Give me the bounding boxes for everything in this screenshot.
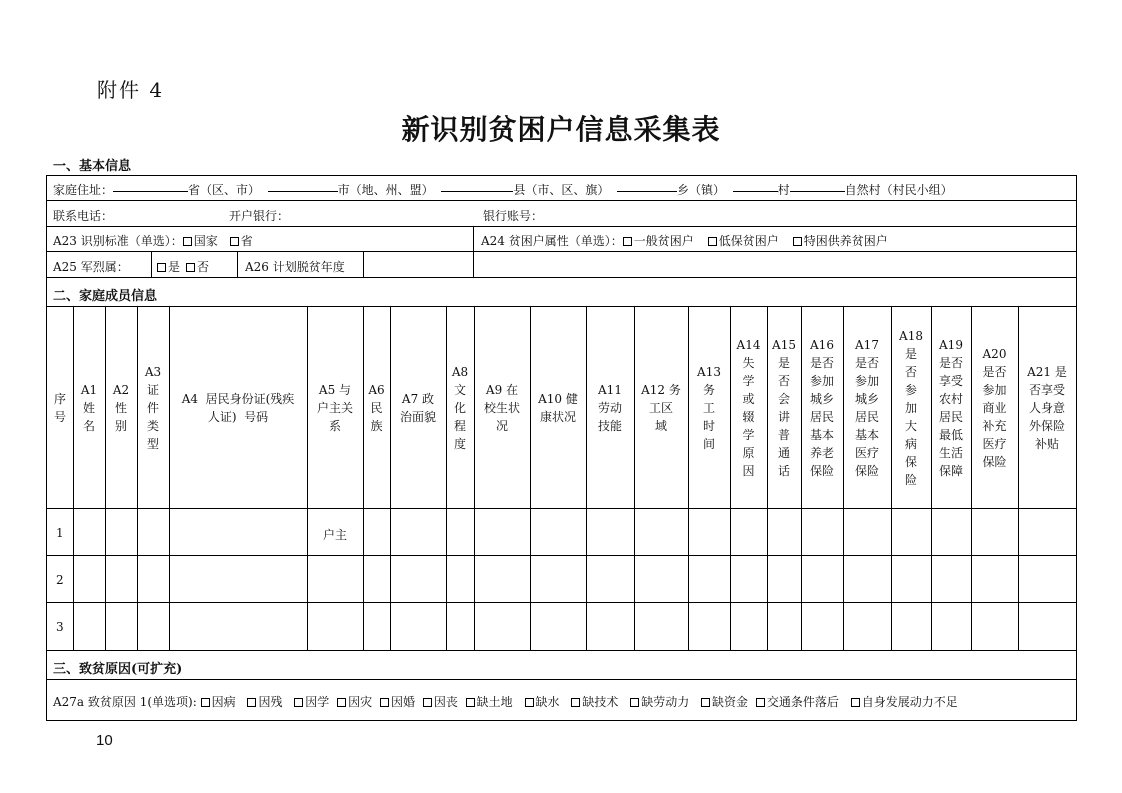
divider: [237, 252, 238, 278]
member-header-row: [47, 307, 1076, 509]
member-row: [47, 556, 1076, 603]
county-blank[interactable]: [441, 191, 513, 192]
reason-option: 因学: [305, 695, 330, 709]
divider: [363, 252, 364, 278]
section-family-members-title: 二、家庭成员信息: [53, 289, 158, 304]
a24-option: 一般贫困户: [633, 234, 694, 248]
col-header-a18: A18 是 否 参 加 大 病 保 险: [899, 328, 923, 487]
a27a-field: [53, 693, 960, 710]
row-number: 2: [56, 573, 64, 587]
province-blank[interactable]: [113, 191, 188, 192]
a25-a26-row: [47, 252, 1076, 278]
col-header-a14: A14 失 学 或 辍 学 原 因: [736, 337, 761, 478]
form-table: [46, 175, 1077, 721]
township-blank[interactable]: [617, 191, 677, 192]
checkbox[interactable]: [701, 698, 710, 707]
col-header-a5: A5 与 户主关 系: [316, 382, 353, 433]
checkbox[interactable]: [183, 237, 192, 246]
a23-option: 省: [240, 234, 253, 248]
checkbox[interactable]: [793, 237, 802, 246]
divider: [473, 227, 474, 252]
address-part: 县（市、区、旗）: [513, 183, 610, 197]
a25-options: [151, 258, 209, 275]
checkbox[interactable]: [630, 698, 639, 707]
col-header-a6: A6 民 族: [368, 382, 385, 433]
a24-option: 低保贫困户: [718, 234, 779, 248]
address-row: [47, 176, 1076, 201]
natural-village-blank[interactable]: [790, 191, 845, 192]
reason-option: 缺技术: [582, 695, 619, 709]
address-part: 自然村（村民小组）: [844, 183, 953, 197]
checkbox[interactable]: [423, 698, 432, 707]
col-header-no: 序 号: [53, 391, 66, 424]
reason-option: 因病: [211, 695, 236, 709]
a23-a24-row: [47, 227, 1076, 252]
a24-option: 特困供养贫困户: [803, 234, 888, 248]
address-label: 家庭住址：: [53, 183, 114, 197]
a25-option: 否: [197, 260, 210, 274]
col-header-a2: A2 性 别: [112, 382, 130, 433]
city-blank[interactable]: [268, 191, 338, 192]
col-header-a4: A4 居民身份证(残疾 人证) 号码: [181, 391, 295, 424]
reason-option: 因灾: [348, 695, 373, 709]
reason-option: 交通条件落后: [766, 695, 839, 709]
a26-label: A26 计划脱贫年度: [245, 260, 345, 274]
address-part: 村: [777, 183, 790, 197]
col-header-a9: A9 在 校生状 况: [483, 382, 520, 433]
village-blank[interactable]: [733, 191, 778, 192]
col-header-a10: A10 健 康状况: [538, 391, 578, 424]
contact-row: [47, 201, 1076, 227]
checkbox[interactable]: [525, 698, 534, 707]
address-part: 乡（镇）: [676, 183, 725, 197]
a25-label: A25 军烈属：: [53, 260, 129, 274]
checkbox[interactable]: [756, 698, 765, 707]
checkbox[interactable]: [380, 698, 389, 707]
checkbox[interactable]: [337, 698, 346, 707]
checkbox[interactable]: [157, 263, 166, 272]
checkbox[interactable]: [623, 237, 632, 246]
a25-option: 是: [168, 260, 181, 274]
a24-field: [481, 232, 888, 249]
account-label: 银行账号：: [483, 209, 544, 223]
address-part: 市（地、州、盟）: [337, 183, 434, 197]
col-header-a13: A13 务 工 时 间: [697, 364, 721, 451]
a23-option: 国家: [193, 234, 218, 248]
reason-option: 缺水: [535, 695, 560, 709]
section-basic-info-title: 一、基本信息: [53, 159, 132, 174]
col-header-a16: A16 是否 参加 城乡 居民 基本 养老 保险: [809, 337, 834, 478]
col-header-a11: A11 劳动 技能: [597, 382, 622, 433]
a27a-label: A27a 致贫原因 1(单选项):: [53, 695, 197, 709]
checkbox[interactable]: [247, 698, 256, 707]
bank-label: 开户银行：: [229, 209, 290, 223]
member-row: [47, 509, 1076, 556]
reason-option: 自身发展动力不足: [861, 695, 958, 709]
reason-option: 缺土地: [476, 695, 513, 709]
checkbox[interactable]: [201, 698, 210, 707]
col-header-a21: A21 是 否享受 人身意 外保险 补贴: [1027, 364, 1067, 451]
col-header-a3: A3 证 件 类 型: [144, 364, 162, 451]
member-row: [47, 603, 1076, 651]
phone-label: 联系电话：: [53, 209, 114, 223]
checkbox[interactable]: [186, 263, 195, 272]
checkbox[interactable]: [571, 698, 580, 707]
a27a-row: [47, 680, 1076, 720]
col-header-a20: A20 是否 参加 商业 补充 医疗 保险: [982, 346, 1007, 469]
col-header-a8: A8 文 化 程 度: [451, 364, 469, 451]
a23-label: A23 识别标准（单选）：: [53, 234, 183, 248]
address-part: 省（区、市）: [188, 183, 261, 197]
col-header-a7: A7 政 治面貌: [399, 391, 436, 424]
row-number: 3: [56, 620, 64, 634]
checkbox[interactable]: [851, 698, 860, 707]
a24-label: A24 贫困户属性（单选）：: [481, 234, 623, 248]
reason-option: 缺资金: [712, 695, 749, 709]
row-relation: 户主: [323, 528, 348, 542]
checkbox[interactable]: [230, 237, 239, 246]
reason-option: 因丧: [433, 695, 458, 709]
col-header-a17: A17 是否 参加 城乡 居民 基本 医疗 保险: [854, 337, 879, 478]
reason-option: 因残: [258, 695, 283, 709]
section2-title-row: [47, 278, 1076, 307]
checkbox[interactable]: [708, 237, 717, 246]
address-line: [53, 181, 953, 198]
page-number: 10: [96, 732, 113, 749]
section3-title-row: [47, 651, 1076, 680]
checkbox[interactable]: [466, 698, 475, 707]
form-title: 新识别贫困户信息采集表: [401, 113, 721, 146]
checkbox[interactable]: [294, 698, 303, 707]
col-header-a12: A12 务 工区 域: [641, 382, 681, 433]
divider: [473, 252, 474, 278]
reason-option: 缺劳动力: [641, 695, 690, 709]
col-header-a15: A15 是 否 会 讲 普 通 话: [772, 337, 796, 478]
col-header-a1: A1 姓 名: [80, 382, 98, 433]
attachment-label: 附件 4: [97, 78, 165, 102]
row-number: 1: [56, 526, 64, 540]
col-header-a19: A19 是否 享受 农村 居民 最低 生活 保障: [938, 337, 963, 478]
reason-option: 因婚: [390, 695, 415, 709]
section-poverty-cause-title: 三、致贫原因(可扩充): [53, 662, 183, 677]
a23-field: [53, 232, 253, 249]
